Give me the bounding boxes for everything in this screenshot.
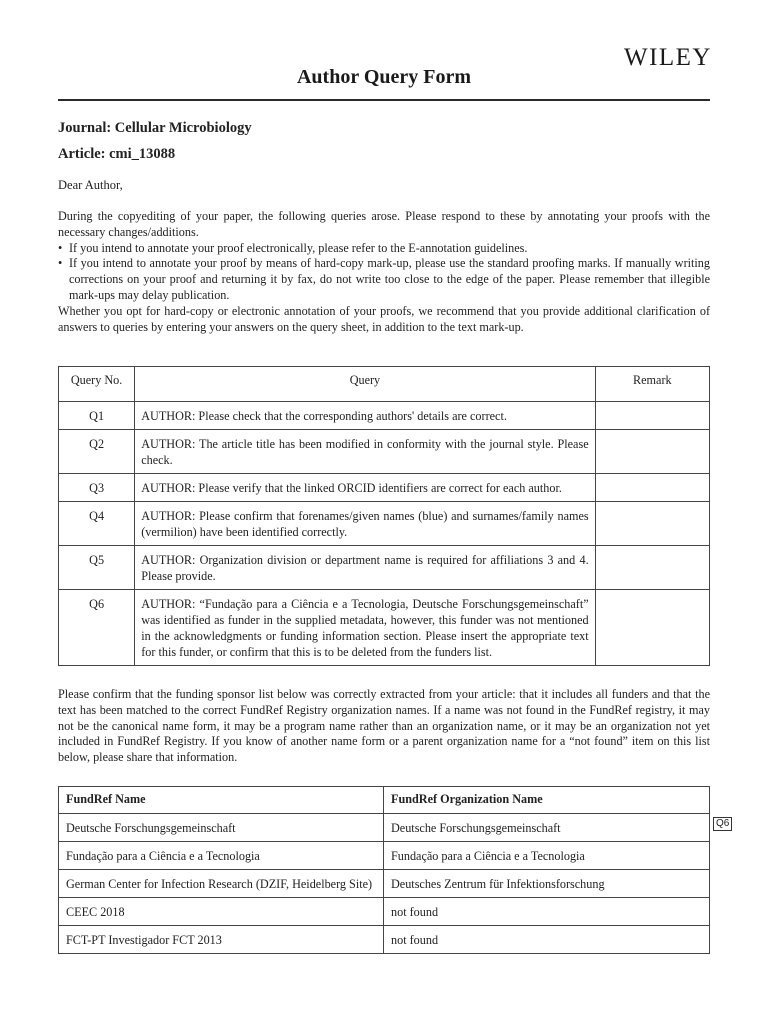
query-text: AUTHOR: “Fundação para a Ciência e a Tecnologia, Deutsche Forschungsgemeinschaft” was identified as funder in the supplied metadata, however, this funder was not mentioned in the acknowledgments or funding information section. Please insert the appropriate text for this funder, or confirm that this is to be deleted from the funders list. [135,590,595,666]
instruction-item [58,241,710,257]
header-query: Query [135,367,595,402]
intro-section [58,209,710,335]
query-row [59,502,710,546]
remark-cell[interactable] [595,474,709,502]
query-number: Q2 [59,430,135,474]
funder-name: CEEC 2018 [59,898,384,926]
bullet-icon: • [58,240,63,255]
query-row [59,546,710,590]
bullet-icon: • [58,256,63,271]
wiley-logo: WILEY [623,44,712,71]
query-row [59,590,710,666]
funder-org-name: not found [384,926,710,954]
query-number: Q4 [59,502,135,546]
query-marker-q6[interactable]: Q6 [713,817,732,831]
funder-name: Deutsche Forschungsgemeinschaft [59,814,384,842]
funder-org-name: Fundação para a Ciência e a Tecnologia [384,842,710,870]
intro-paragraph: Whether you opt for hard-copy or electronic annotation of your proofs, we recommend that you provide additional clarification of answers to queries by entering your answers on the query sheet, in addition to the text mark-up. [58,303,710,334]
remark-cell[interactable] [595,430,709,474]
query-row [59,430,710,474]
title-divider [58,99,710,101]
instruction-text: If you intend to annotate your proof by means of hard-copy mark-up, please use the standard proofing marks. If manually writing corrections on your proof and returning it by fax, do not write too close to the edge of the paper. Please remember that illegible mark-ups may delay publication. [69,256,710,302]
greeting: Dear Author, [58,178,123,192]
funder-org-name: Deutsches Zentrum für Infektionsforschung [384,870,710,898]
query-text: AUTHOR: Please verify that the linked ORCID identifiers are correct for each author. [135,474,595,502]
funder-row [59,842,710,870]
funding-instructions: Please confirm that the funding sponsor list below was correctly extracted from your article: that it includes all funders and that the text has been matched to the correct FundRef Registry organization names. If a name was not found in the FundRef registry, it may not be the canonical name form, it may be a program name rather than an organization name, or it may be an organization not yet included in FundRef Registry. If you know of another name form or a parent organization name for a “not found” item on this list below, please share that information. [58,687,710,765]
intro-paragraph: During the copyediting of your paper, the following queries arose. Please respond to these by annotating your proofs with the necessary changes/additions. [58,209,710,239]
funder-row [59,814,710,842]
query-text: AUTHOR: Please confirm that forenames/given names (blue) and surnames/family names (vermilion) have been identified correctly. [135,502,595,546]
header-fundref-org: FundRef Organization Name [384,787,710,814]
remark-cell[interactable] [595,590,709,666]
journal-name: Journal: Cellular Microbiology [58,120,252,136]
remark-cell[interactable] [595,402,709,430]
remark-cell[interactable] [595,502,709,546]
funder-name: FCT-PT Investigador FCT 2013 [59,926,384,954]
instruction-text: If you intend to annotate your proof electronically, please refer to the E-annotation guidelines. [69,240,528,255]
query-text: AUTHOR: Organization division or department name is required for affiliations 3 and 4. Please provide. [135,546,595,590]
query-number: Q5 [59,546,135,590]
query-text: AUTHOR: The article title has been modified in conformity with the journal style. Please check. [135,430,595,474]
query-row [59,402,710,430]
query-row [59,474,710,502]
remark-cell[interactable] [595,546,709,590]
query-table-header [59,367,710,402]
query-text: AUTHOR: Please check that the corresponding authors' details are correct. [135,402,595,430]
funder-row [59,870,710,898]
funder-org-name: Deutsche Forschungsgemeinschaft [384,814,710,842]
query-number: Q3 [59,474,135,502]
query-number: Q6 [59,590,135,666]
header-fundref-name: FundRef Name [59,787,384,814]
query-number: Q1 [59,402,135,430]
funder-table [58,786,710,954]
funder-row [59,926,710,954]
instruction-list [58,241,710,304]
instruction-item [58,256,710,303]
funder-name: Fundação para a Ciência e a Tecnologia [59,842,384,870]
funder-table-header [59,787,710,814]
header-remark: Remark [595,367,709,402]
header-query-no: Query No. [59,367,135,402]
page-title: Author Query Form [296,66,472,88]
query-table [58,366,710,666]
funder-org-name: not found [384,898,710,926]
article-id: Article: cmi_13088 [58,146,176,162]
funder-name: German Center for Infection Research (DZIF, Heidelberg Site) [59,870,384,898]
funder-row [59,898,710,926]
